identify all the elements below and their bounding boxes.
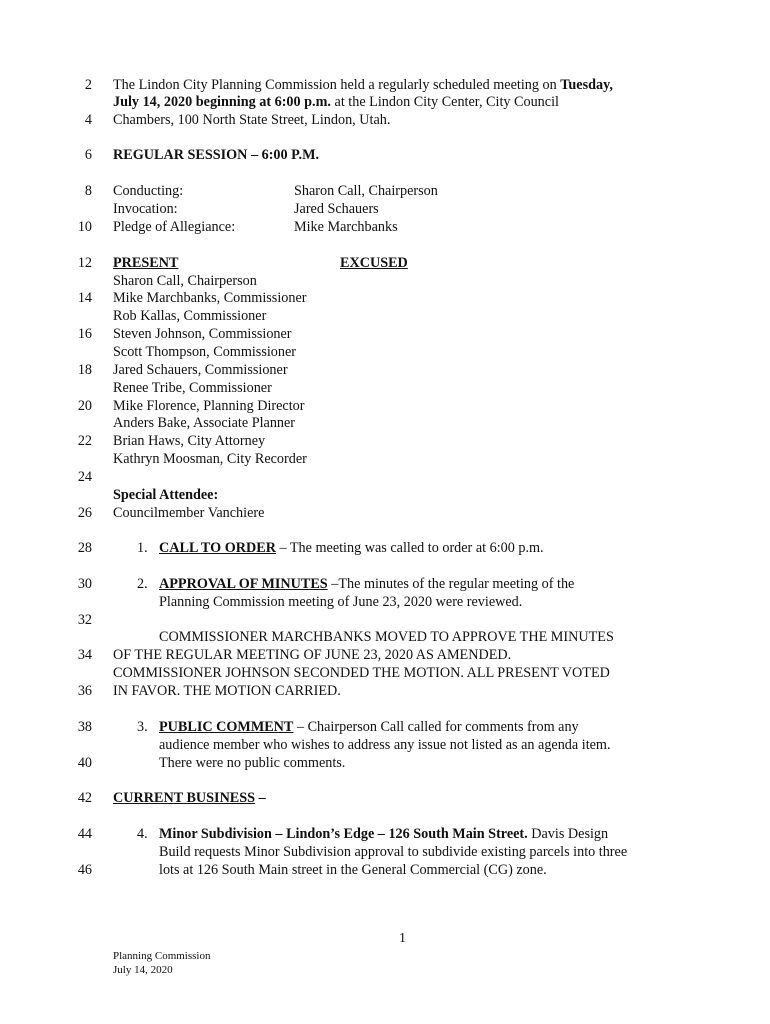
current-business-heading: CURRENT BUSINESS –	[113, 790, 266, 806]
intro-line-3: Chambers, 100 North State Street, Lindon, Utah.	[113, 112, 391, 128]
motion-text: OF THE REGULAR MEETING OF JUNE 23, 2020 AS AMENDED.	[113, 647, 512, 663]
attendee: Mike Florence, Planning Director	[113, 398, 305, 414]
attendee: Rob Kallas, Commissioner	[113, 308, 267, 324]
line-number: 22	[77, 433, 92, 449]
line-number: 16	[77, 326, 92, 342]
item-number: 1.	[137, 540, 148, 556]
line-number: 42	[77, 790, 92, 806]
attendee: Renee Tribe, Commissioner	[113, 380, 272, 396]
line-number: 2	[84, 77, 92, 93]
line-number: 28	[77, 540, 92, 556]
attendee: Sharon Call, Chairperson	[113, 273, 257, 289]
line-number: 30	[77, 576, 92, 592]
special-attendee-heading: Special Attendee:	[113, 487, 219, 503]
item-number: 4.	[137, 826, 148, 842]
line-number: 38	[77, 719, 92, 735]
item-text: lots at 126 South Main street in the General Commercial (CG) zone.	[159, 862, 547, 878]
attendee: Brian Haws, City Attorney	[113, 433, 266, 449]
special-attendee: Councilmember Vanchiere	[113, 505, 265, 521]
role-label: Pledge of Allegiance:	[113, 219, 236, 235]
intro-line-1: The Lindon City Planning Commission held a regularly scheduled meeting on Tuesday,	[113, 77, 613, 93]
line-number: 6	[84, 147, 92, 163]
item-text: Build requests Minor Subdivision approval to subdivide existing parcels into three	[159, 844, 628, 860]
line-number: 24	[77, 469, 92, 485]
footer-title: Planning Commission	[113, 950, 211, 962]
present-heading: PRESENT	[113, 255, 179, 271]
role-name: Jared Schauers	[294, 201, 379, 217]
item-public-comment: PUBLIC COMMENT – Chairperson Call called for comments from any	[159, 719, 579, 735]
excused-heading: EXCUSED	[340, 255, 408, 271]
line-number: 10	[77, 219, 92, 235]
line-number: 32	[77, 612, 92, 628]
line-number: 36	[77, 683, 92, 699]
attendee: Jared Schauers, Commissioner	[113, 362, 288, 378]
role-label: Conducting:	[113, 183, 184, 199]
line-number: 18	[77, 362, 92, 378]
attendee: Mike Marchbanks, Commissioner	[113, 290, 307, 306]
line-number: 14	[77, 290, 92, 306]
role-name: Mike Marchbanks	[294, 219, 398, 235]
item-text: There were no public comments.	[159, 755, 346, 771]
line-number: 44	[77, 826, 92, 842]
footer-date: July 14, 2020	[113, 964, 173, 976]
role-name: Sharon Call, Chairperson	[294, 183, 438, 199]
attendee: Scott Thompson, Commissioner	[113, 344, 297, 360]
item-call-to-order: CALL TO ORDER – The meeting was called to order at 6:00 p.m.	[159, 540, 544, 556]
page-number: 1	[399, 931, 406, 946]
attendee: Anders Bake, Associate Planner	[113, 415, 296, 431]
attendee: Steven Johnson, Commissioner	[113, 326, 292, 342]
item-minor-subdivision: Minor Subdivision – Lindon’s Edge – 126 South Main Street. Davis Design	[159, 826, 609, 842]
line-number: 34	[77, 647, 92, 663]
intro-line-2: July 14, 2020 beginning at 6:00 p.m. at the Lindon City Center, City Council	[113, 94, 559, 110]
session-heading: REGULAR SESSION – 6:00 P.M.	[113, 147, 320, 163]
line-number: 40	[77, 755, 92, 771]
motion-text: COMMISSIONER JOHNSON SECONDED THE MOTION. ALL PRESENT VOTED	[113, 665, 610, 681]
line-number: 8	[84, 183, 92, 199]
line-number: 4	[84, 112, 92, 128]
line-number: 46	[77, 862, 92, 878]
item-text: Planning Commission meeting of June 23, 2020 were reviewed.	[159, 594, 523, 610]
item-approval-of-minutes: APPROVAL OF MINUTES –The minutes of the regular meeting of the	[159, 576, 575, 592]
line-number: 12	[77, 255, 92, 271]
item-text: audience member who wishes to address any issue not listed as an agenda item.	[159, 737, 611, 753]
line-number: 20	[77, 398, 92, 414]
line-number: 26	[77, 505, 92, 521]
item-number: 3.	[137, 719, 148, 735]
role-label: Invocation:	[113, 201, 178, 217]
attendee: Kathryn Moosman, City Recorder	[113, 451, 307, 467]
motion-text: COMMISSIONER MARCHBANKS MOVED TO APPROVE THE MINUTES	[159, 629, 614, 645]
motion-text: IN FAVOR. THE MOTION CARRIED.	[113, 683, 341, 699]
item-number: 2.	[137, 576, 148, 592]
